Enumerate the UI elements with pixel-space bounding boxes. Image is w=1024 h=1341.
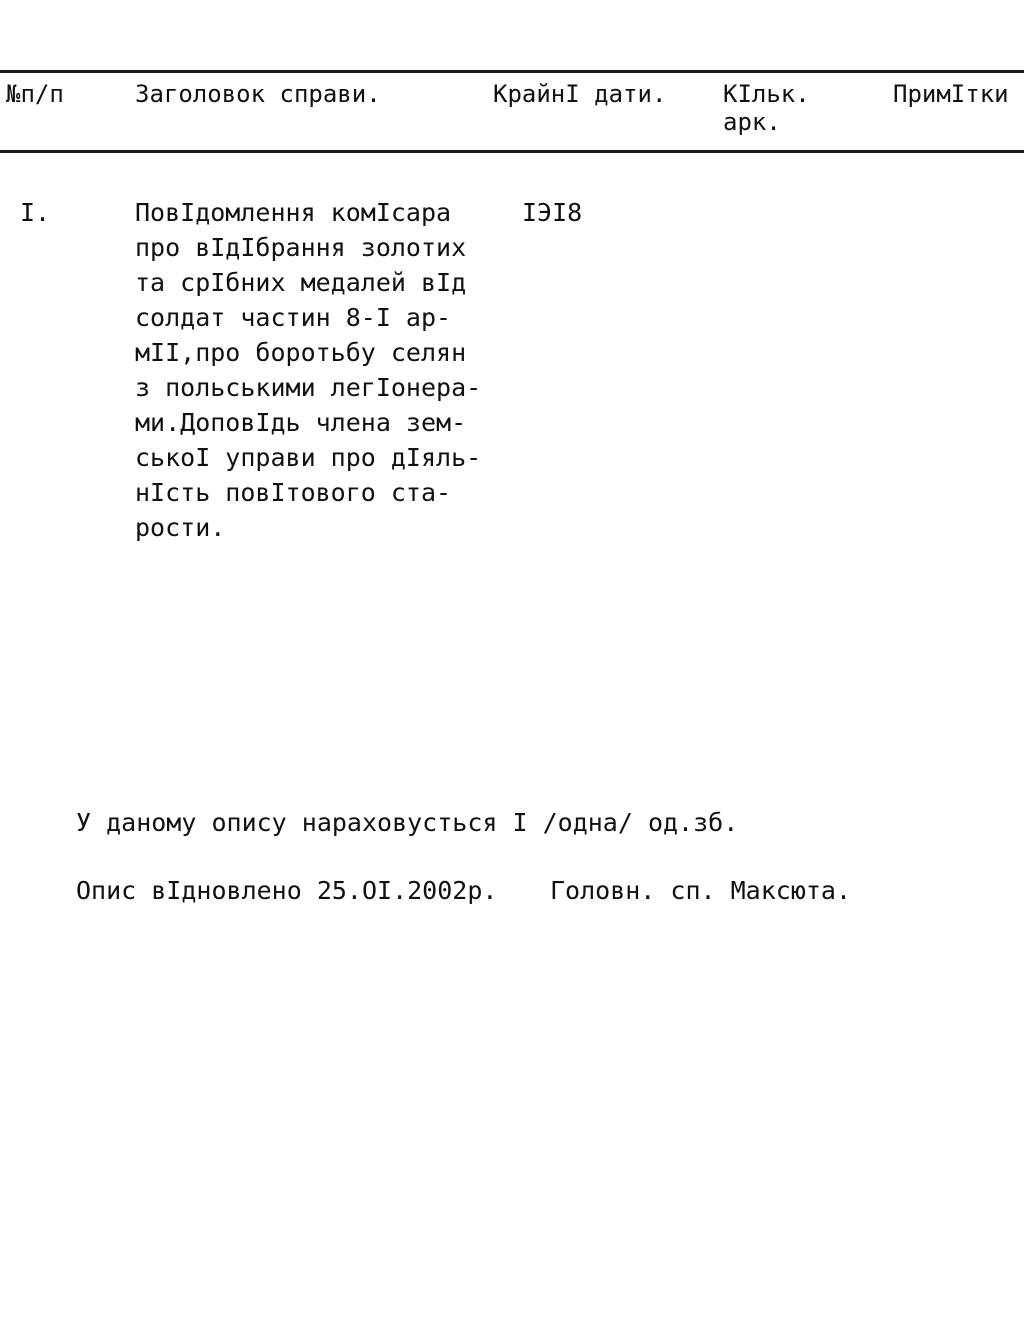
row-number: І. <box>20 198 51 227</box>
table-header-rule <box>0 150 1024 153</box>
table-top-rule <box>0 70 1024 73</box>
column-header-count-line2: арк. <box>723 108 781 136</box>
row-title-line: рости. <box>135 513 226 542</box>
restoration-note: Опис вІдновлено 25.ОІ.2002р. <box>76 876 498 905</box>
row-title-line: мІІ,про боротьбу селян <box>135 338 467 367</box>
row-title-line: нІсть повІтового ста- <box>135 478 452 507</box>
row-dates: ІЭІ8 <box>522 198 583 227</box>
row-title-line: з польськими легІонера- <box>135 373 482 402</box>
total-items-statement: У даному опису нараховусться І /одна/ од.зб. <box>76 808 739 837</box>
row-title-line: ПовІдомлення комІсара <box>135 198 452 227</box>
column-header-number: №п/п <box>6 80 64 108</box>
row-title-line: ськоІ управи про дІяль- <box>135 443 482 472</box>
column-header-sheet-count <box>723 80 810 136</box>
row-title-line: солдат частин 8-І ар- <box>135 303 452 332</box>
row-title-line: та срІбних медалей вІд <box>135 268 467 297</box>
row-title-line: про вІдІбрання золотих <box>135 233 467 262</box>
column-header-dates: КрайнІ дати. <box>493 80 667 108</box>
column-header-title: Заголовок справи. <box>135 80 381 108</box>
column-header-count-line1: КІльк. <box>723 80 810 108</box>
signature-line: Головн. сп. Максюта. <box>550 876 852 905</box>
column-header-notes: ПримІтки <box>893 80 1009 108</box>
row-title <box>135 195 495 545</box>
row-title-line: ми.ДоповІдь члена зем- <box>135 408 467 437</box>
